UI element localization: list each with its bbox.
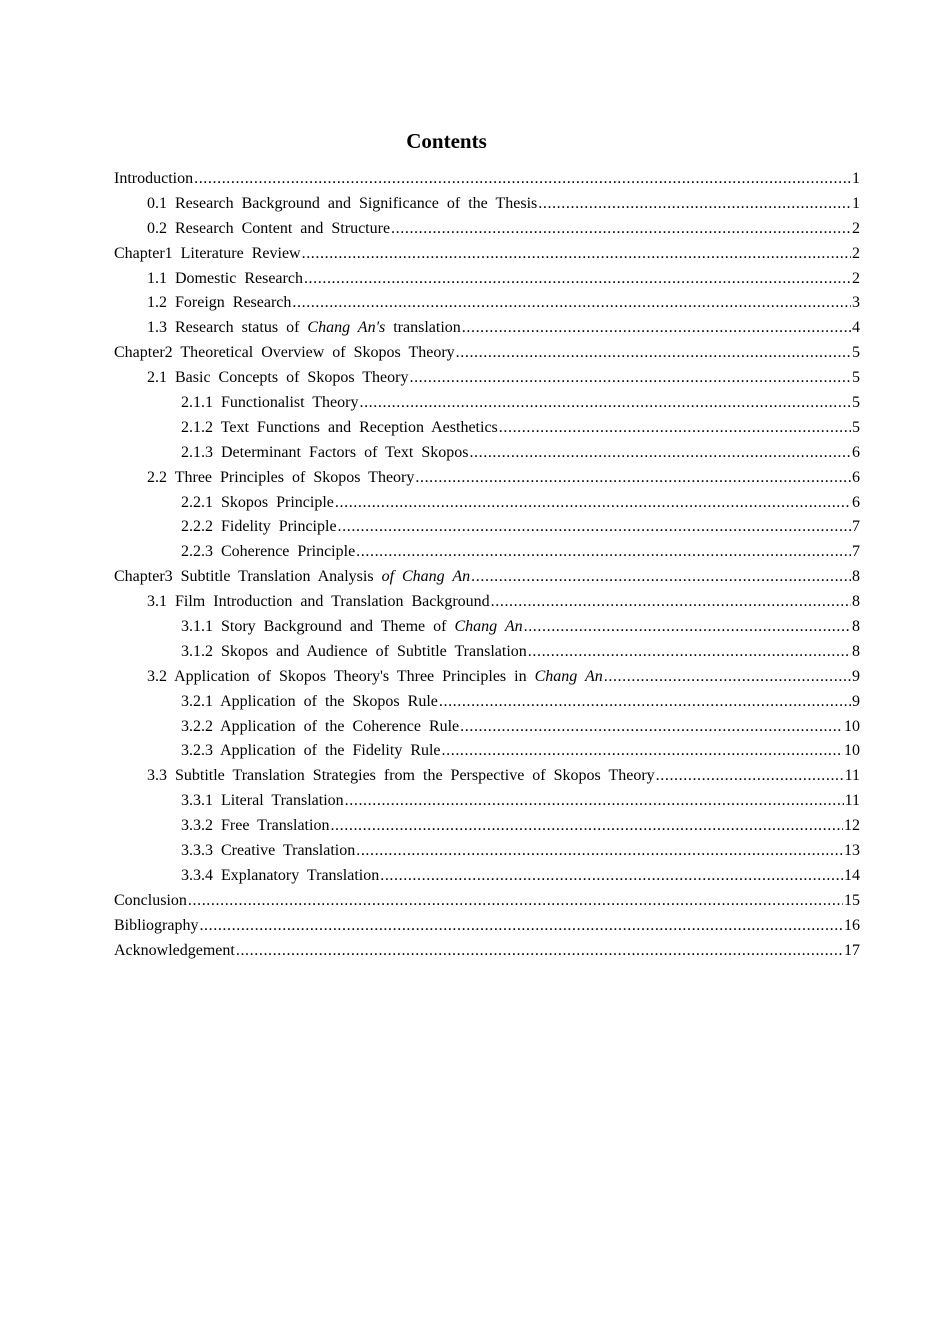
toc-entry[interactable] bbox=[114, 914, 860, 939]
dot-leader bbox=[335, 491, 851, 516]
toc-page-number: 14 bbox=[844, 866, 860, 884]
toc-page-number: 4 bbox=[852, 319, 860, 337]
dot-leader bbox=[330, 814, 843, 839]
toc-page-number: 8 bbox=[852, 568, 860, 586]
toc-entry-label bbox=[181, 789, 344, 814]
toc-entry[interactable] bbox=[114, 341, 860, 366]
toc-entry[interactable] bbox=[114, 565, 860, 590]
dot-leader bbox=[345, 789, 844, 814]
toc-entry-label bbox=[181, 739, 441, 764]
dot-leader bbox=[356, 540, 851, 565]
toc-entry-label bbox=[181, 416, 498, 441]
dot-leader bbox=[304, 267, 851, 292]
toc-entry-label bbox=[114, 167, 193, 192]
toc-entry[interactable] bbox=[114, 540, 860, 565]
toc-entry[interactable] bbox=[114, 242, 860, 267]
toc-entry-italic-title: Chang An bbox=[454, 618, 523, 636]
dot-leader bbox=[471, 565, 851, 590]
toc-entry[interactable] bbox=[114, 316, 860, 341]
toc-entry-text: 3.1 Film Introduction and Translation Background bbox=[147, 593, 490, 611]
toc-entry-label bbox=[114, 242, 301, 267]
toc-page-number: 6 bbox=[852, 468, 860, 486]
toc-entry-italic-title: of Chang An bbox=[381, 568, 471, 586]
toc-entry-text: 3.2.3 Application of the Fidelity Rule bbox=[181, 742, 441, 760]
toc-entry-italic-title: Chang An's bbox=[307, 319, 386, 337]
dot-leader bbox=[236, 939, 843, 964]
toc-entry-label bbox=[147, 316, 461, 341]
toc-page-number: 6 bbox=[852, 443, 860, 461]
toc-entry-text: 0.1 Research Background and Significance of the Thesis bbox=[147, 194, 538, 212]
toc-entry-label bbox=[147, 267, 303, 292]
toc-entry-text: 2.2.1 Skopos Principle bbox=[181, 493, 334, 511]
dot-leader bbox=[199, 914, 843, 939]
table-of-contents bbox=[114, 167, 860, 964]
toc-page-number: 5 bbox=[852, 394, 860, 412]
toc-entry-label bbox=[181, 515, 337, 540]
dot-leader bbox=[538, 192, 851, 217]
toc-entry-text: Chapter1 Literature Review bbox=[114, 244, 301, 262]
toc-entry[interactable] bbox=[114, 167, 860, 192]
toc-entry[interactable] bbox=[114, 839, 860, 864]
toc-page-number: 11 bbox=[844, 767, 860, 785]
toc-entry-label bbox=[114, 914, 198, 939]
toc-entry[interactable] bbox=[114, 889, 860, 914]
toc-entry-label bbox=[147, 291, 291, 316]
toc-entry[interactable] bbox=[114, 764, 860, 789]
dot-leader bbox=[380, 864, 843, 889]
toc-entry-text: 2.2.3 Coherence Principle bbox=[181, 543, 356, 561]
dot-leader bbox=[604, 665, 851, 690]
toc-entry[interactable] bbox=[114, 615, 860, 640]
dot-leader bbox=[415, 466, 851, 491]
dot-leader bbox=[188, 889, 843, 914]
toc-entry-text: 3.3.1 Literal Translation bbox=[181, 792, 344, 810]
toc-entry-text: 2.1.3 Determinant Factors of Text Skopos bbox=[181, 443, 469, 461]
dot-leader bbox=[302, 242, 851, 267]
toc-page-number: 2 bbox=[852, 219, 860, 237]
toc-entry-label bbox=[114, 565, 470, 590]
toc-entry[interactable] bbox=[114, 715, 860, 740]
toc-entry-text: 2.1.1 Functionalist Theory bbox=[181, 394, 359, 412]
dot-leader bbox=[409, 366, 851, 391]
toc-entry-label bbox=[181, 391, 358, 416]
toc-page-number: 9 bbox=[852, 667, 860, 685]
toc-entry[interactable] bbox=[114, 739, 860, 764]
toc-entry-text: 3.3.4 Explanatory Translation bbox=[181, 866, 380, 884]
toc-entry[interactable] bbox=[114, 814, 860, 839]
dot-leader bbox=[462, 316, 851, 341]
toc-entry-text: 0.2 Research Content and Structure bbox=[147, 219, 391, 237]
dot-leader bbox=[359, 391, 851, 416]
toc-entry[interactable] bbox=[114, 690, 860, 715]
toc-page-number: 3 bbox=[852, 294, 860, 312]
dot-leader bbox=[456, 341, 851, 366]
toc-entry-text: 2.1 Basic Concepts of Skopos Theory bbox=[147, 369, 409, 387]
toc-entry-text: Conclusion bbox=[114, 891, 187, 909]
toc-entry-label bbox=[114, 341, 455, 366]
toc-page-number: 10 bbox=[844, 717, 860, 735]
toc-entry-label bbox=[114, 939, 235, 964]
page-title: Contents bbox=[406, 129, 487, 153]
toc-entry-text: 1.1 Domestic Research bbox=[147, 269, 303, 287]
toc-page-number: 8 bbox=[852, 642, 860, 660]
toc-entry-label bbox=[147, 366, 408, 391]
toc-entry-label bbox=[181, 615, 523, 640]
toc-entry-label bbox=[114, 889, 187, 914]
toc-entry-label bbox=[181, 839, 355, 864]
toc-page-number: 8 bbox=[852, 593, 860, 611]
toc-entry-label bbox=[147, 665, 603, 690]
toc-page-number: 16 bbox=[844, 916, 860, 934]
toc-entry-italic-title: Chang An bbox=[534, 667, 603, 685]
dot-leader bbox=[528, 640, 851, 665]
toc-entry-label bbox=[147, 764, 655, 789]
toc-entry-text: 2.1.2 Text Functions and Reception Aesthetics bbox=[181, 418, 498, 436]
toc-entry-text: 3.1.2 Skopos and Audience of Subtitle Translation bbox=[181, 642, 527, 660]
toc-entry-label bbox=[181, 540, 355, 565]
toc-entry[interactable] bbox=[114, 789, 860, 814]
toc-page-number: 5 bbox=[852, 369, 860, 387]
toc-entry-text: Introduction bbox=[114, 170, 194, 187]
dot-leader bbox=[469, 441, 851, 466]
toc-entry[interactable] bbox=[114, 590, 860, 615]
toc-entry-text: Bibliography bbox=[114, 916, 199, 934]
toc-page-number: 9 bbox=[852, 692, 860, 710]
dot-leader bbox=[391, 217, 851, 242]
toc-entry[interactable] bbox=[114, 291, 860, 316]
toc-page-number: 2 bbox=[852, 269, 860, 287]
dot-leader bbox=[524, 615, 851, 640]
toc-entry-text: 3.3.3 Creative Translation bbox=[181, 842, 356, 860]
dot-leader bbox=[194, 167, 851, 192]
toc-entry[interactable] bbox=[114, 640, 860, 665]
toc-entry-label bbox=[147, 192, 537, 217]
toc-entry-text: 3.2.2 Application of the Coherence Rule bbox=[181, 717, 460, 735]
toc-entry-label bbox=[181, 491, 334, 516]
toc-page-number: 5 bbox=[852, 418, 860, 436]
toc-page-number: 15 bbox=[844, 891, 860, 909]
toc-page-number: 17 bbox=[844, 941, 860, 959]
toc-entry-text: 1.2 Foreign Research bbox=[147, 294, 292, 312]
toc-entry[interactable] bbox=[114, 939, 860, 964]
toc-entry-text: 3.2 Application of Skopos Theory's Three Principles in bbox=[147, 667, 535, 685]
toc-page-number: 1 bbox=[852, 170, 860, 187]
dot-leader bbox=[499, 416, 851, 441]
toc-entry[interactable] bbox=[114, 267, 860, 292]
toc-page-number: 11 bbox=[844, 792, 860, 810]
toc-entry-text: Acknowledgement bbox=[114, 941, 235, 959]
toc-page-number: 2 bbox=[852, 244, 860, 262]
toc-page-number: 7 bbox=[852, 543, 860, 561]
toc-entry[interactable] bbox=[114, 441, 860, 466]
toc-entry[interactable] bbox=[114, 366, 860, 391]
toc-entry-text: 2.2.2 Fidelity Principle bbox=[181, 518, 337, 536]
toc-entry[interactable] bbox=[114, 491, 860, 516]
toc-entry-text: translation bbox=[385, 319, 461, 337]
toc-page-number: 10 bbox=[844, 742, 860, 760]
toc-entry-label bbox=[181, 814, 329, 839]
toc-entry-label bbox=[181, 441, 468, 466]
toc-entry-label bbox=[181, 864, 379, 889]
toc-entry-text: 3.3 Subtitle Translation Strategies from the Perspective of Skopos Theory bbox=[147, 767, 655, 785]
dot-leader bbox=[491, 590, 851, 615]
toc-entry-text: 2.2 Three Principles of Skopos Theory bbox=[147, 468, 415, 486]
toc-entry[interactable] bbox=[114, 192, 860, 217]
toc-page-number: 12 bbox=[844, 817, 860, 835]
toc-entry-text: 3.3.2 Free Translation bbox=[181, 817, 330, 835]
toc-page-number: 7 bbox=[852, 518, 860, 536]
toc-entry-text: 3.2.1 Application of the Skopos Rule bbox=[181, 692, 438, 710]
toc-entry-label bbox=[181, 640, 527, 665]
toc-entry[interactable] bbox=[114, 864, 860, 889]
toc-page-number: 5 bbox=[852, 344, 860, 362]
toc-entry[interactable] bbox=[114, 466, 860, 491]
toc-entry[interactable] bbox=[114, 515, 860, 540]
toc-entry-label bbox=[147, 590, 490, 615]
toc-entry-text: Chapter2 Theoretical Overview of Skopos Theory bbox=[114, 344, 455, 362]
toc-entry[interactable] bbox=[114, 391, 860, 416]
toc-entry-text: 3.1.1 Story Background and Theme of bbox=[181, 618, 455, 636]
toc-page-number: 8 bbox=[852, 618, 860, 636]
toc-entry-label bbox=[181, 690, 438, 715]
toc-entry-label bbox=[147, 217, 390, 242]
toc-page-number: 13 bbox=[844, 842, 860, 860]
dot-leader bbox=[292, 291, 851, 316]
toc-entry[interactable] bbox=[114, 665, 860, 690]
dot-leader bbox=[439, 690, 851, 715]
toc-page-number: 1 bbox=[852, 194, 860, 212]
dot-leader bbox=[356, 839, 843, 864]
toc-entry[interactable] bbox=[114, 416, 860, 441]
toc-entry-label bbox=[147, 466, 414, 491]
toc-entry-text: Chapter3 Subtitle Translation Analysis bbox=[114, 568, 382, 586]
toc-entry-label bbox=[181, 715, 459, 740]
dot-leader bbox=[656, 764, 844, 789]
dot-leader bbox=[442, 739, 843, 764]
toc-page-number: 6 bbox=[852, 493, 860, 511]
dot-leader bbox=[460, 715, 843, 740]
toc-entry-text: 1.3 Research status of bbox=[147, 319, 308, 337]
dot-leader bbox=[338, 515, 851, 540]
toc-entry[interactable] bbox=[114, 217, 860, 242]
